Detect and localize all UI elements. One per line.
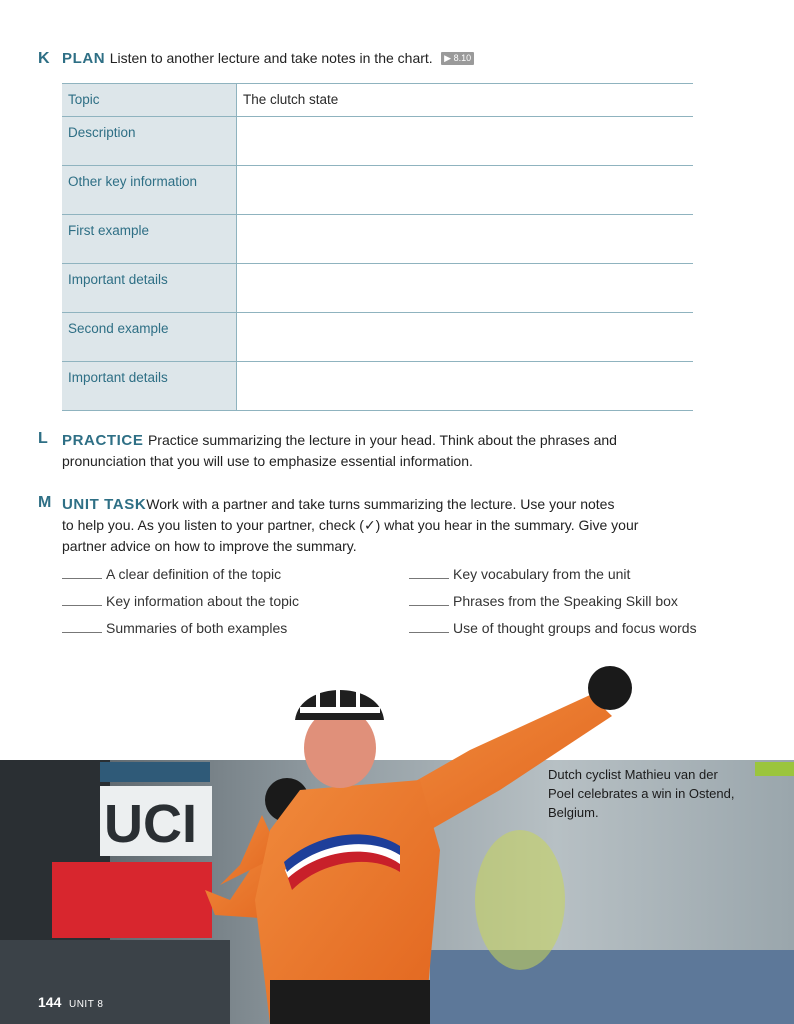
- chart-label: Second example: [62, 313, 237, 362]
- audio-track-number: 8.10: [453, 53, 472, 64]
- section-text-line: to help you. As you listen to your partner, check (✓) what you hear in the summary. Give your: [62, 517, 639, 533]
- chart-note-cell[interactable]: [237, 166, 694, 215]
- check-blank[interactable]: [409, 632, 449, 633]
- section-letter: L: [38, 430, 48, 447]
- section-letter: K: [38, 50, 50, 67]
- unit-label: UNIT 8: [68, 999, 104, 1010]
- chart-label: Topic: [62, 84, 237, 117]
- table-row: [62, 84, 693, 117]
- table-row: [62, 264, 693, 313]
- chart-note-cell[interactable]: [237, 313, 694, 362]
- table-row: [62, 215, 693, 264]
- check-blank[interactable]: [409, 578, 449, 579]
- section-text-line: Work with a partner and take turns summarizing the lecture. Use your notes: [146, 496, 615, 512]
- check-blank[interactable]: [62, 578, 102, 579]
- checklist-label: Phrases from the Speaking Skill box: [453, 593, 678, 609]
- checklist-label: Key information about the topic: [106, 593, 300, 609]
- audio-icon: ▶: [444, 53, 452, 64]
- chart-label: Description: [62, 117, 237, 166]
- section-instruction: Listen to another lecture and take notes in the chart.: [109, 50, 433, 66]
- section-heading: PRACTICE: [62, 432, 144, 449]
- section-letter: M: [38, 494, 52, 511]
- table-row: [62, 166, 693, 215]
- chart-note-cell[interactable]: [237, 264, 694, 313]
- section-text-line: pronunciation that you will use to emphasize essential information.: [62, 453, 473, 469]
- photo-caption: Dutch cyclist Mathieu van der Poel celebrates a win in Ostend, Belgium.: [548, 767, 735, 820]
- checklist-label: Use of thought groups and focus words: [453, 620, 697, 636]
- check-blank[interactable]: [62, 632, 102, 633]
- checklist-item: [62, 620, 287, 636]
- chart-note-cell[interactable]: [237, 215, 694, 264]
- chart-label: Important details: [62, 362, 237, 411]
- checklist-item: [62, 566, 281, 582]
- check-blank[interactable]: [62, 605, 102, 606]
- notes-chart: [62, 83, 693, 411]
- checklist-item: [409, 593, 678, 609]
- table-row: [62, 362, 693, 411]
- checklist-label: Key vocabulary from the unit: [453, 566, 631, 582]
- page-footer: [38, 994, 103, 1010]
- checklist-item: [409, 566, 630, 582]
- checklist-item: [62, 593, 299, 609]
- chart-note-cell[interactable]: [237, 117, 694, 166]
- section-text-line: partner advice on how to improve the summary.: [62, 538, 357, 554]
- checklist-label: Summaries of both examples: [106, 620, 288, 636]
- chart-label: Other key information: [62, 166, 237, 215]
- audio-track-badge[interactable]: [441, 52, 474, 65]
- cyclist-illustration: [0, 650, 794, 1024]
- chart-label: First example: [62, 215, 237, 264]
- checklist-item: [409, 620, 697, 636]
- section-heading: PLAN: [62, 50, 106, 67]
- table-row: [62, 313, 693, 362]
- checklist-label: A clear definition of the topic: [106, 566, 282, 582]
- section-heading: UNIT TASK: [62, 496, 147, 513]
- page-number: 144: [38, 994, 62, 1010]
- chart-label: Important details: [62, 264, 237, 313]
- cyclist-photo: [0, 650, 794, 1024]
- chart-topic-value[interactable]: The clutch state: [237, 84, 694, 117]
- chart-note-cell[interactable]: [237, 362, 694, 411]
- section-l: [38, 430, 738, 480]
- banner-text: UCI: [104, 794, 197, 854]
- section-text-line: Practice summarizing the lecture in your head. Think about the phrases and: [147, 432, 617, 448]
- table-row: [62, 117, 693, 166]
- check-blank[interactable]: [409, 605, 449, 606]
- section-m: [38, 494, 738, 558]
